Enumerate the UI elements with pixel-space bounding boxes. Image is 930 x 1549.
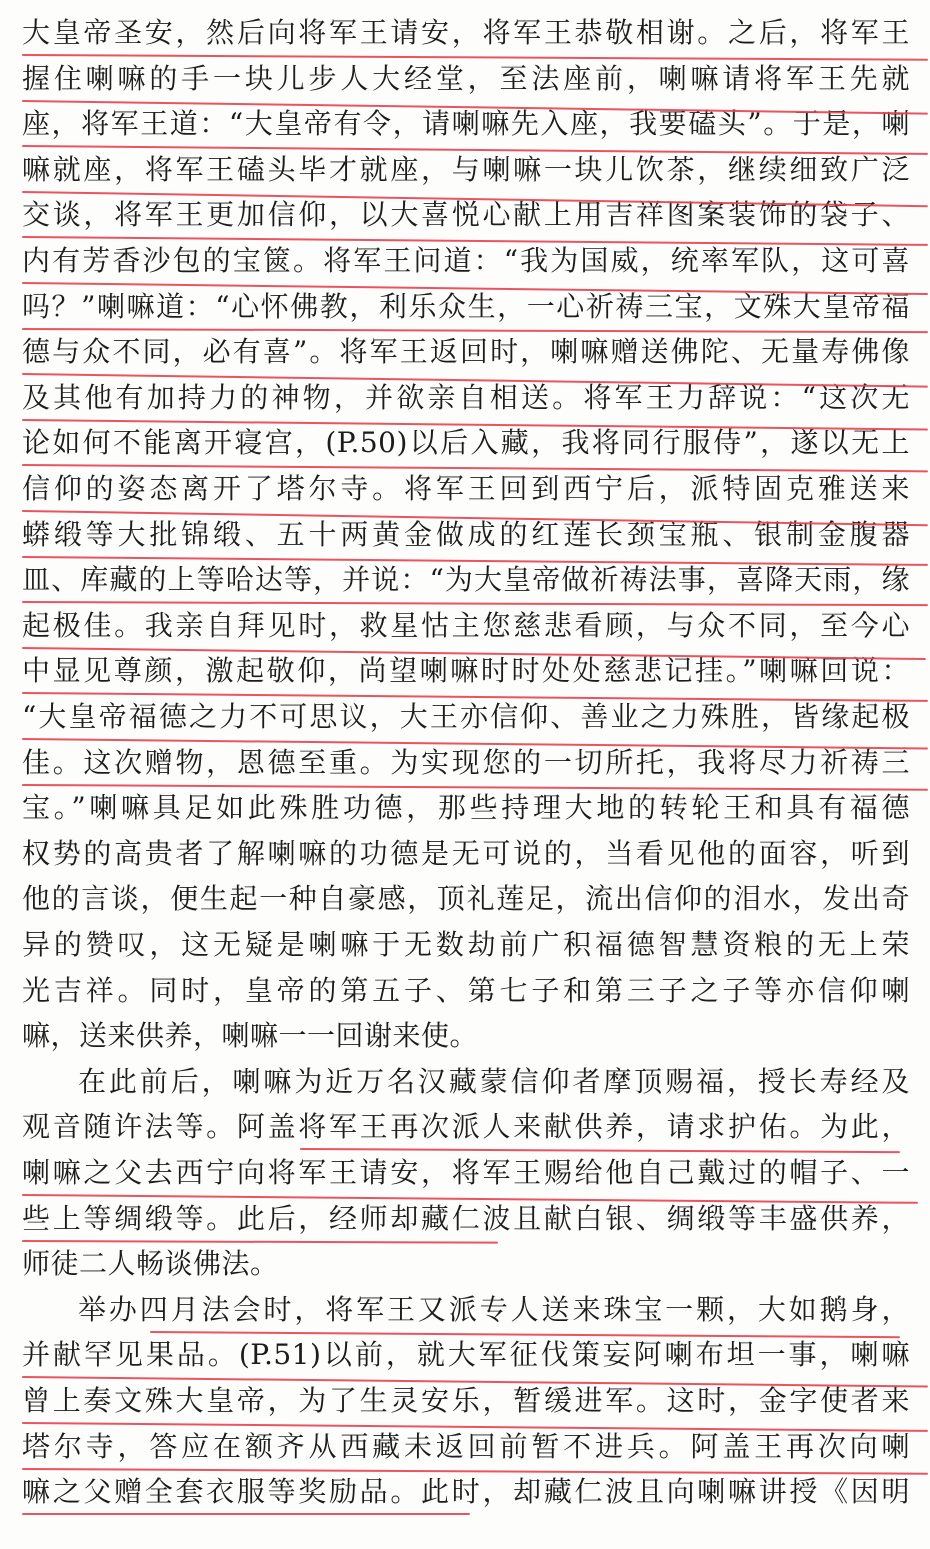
text-line: 及其他有加持力的神物，并欲亲自相送。将军王力辞说：“这次无 [22, 380, 910, 414]
text-line: 佳。这次赠物，恩德至重。为实现您的一切所托，我将尽力祈祷三 [22, 745, 910, 779]
text-line: 宝。”喇嘛具足如此殊胜功德，那些持理大地的转轮王和具有福德 [22, 791, 910, 825]
text-line: 权势的高贵者了解喇嘛的功德是无可说的，当看见他的面容，听到 [22, 836, 910, 870]
text-line: 光吉祥。同时，皇帝的第五子、第七子和第三子之子等亦信仰喇 [22, 973, 910, 1007]
text-line: 握住喇嘛的手一块儿步人大经堂，至法座前，喇嘛请将军王先就 [22, 61, 910, 95]
text-line: 在此前后，喇嘛为近万名汉藏蒙信仰者摩顶赐福，授长寿经及 [78, 1064, 910, 1098]
text-line: 信仰的姿态离开了塔尔寺。将军王回到西宁后，派特固克雅送来 [22, 472, 910, 505]
text-line: 交谈，将军王更加信仰，以大喜悦心献上用吉祥图案装饰的袋子、 [22, 198, 910, 232]
text-line: 蟒缎等大批锦缎、五十两黄金做成的红莲长颈宝瓶、银制金腹器 [22, 517, 910, 551]
text-line: 并献罕见果品。(P.51)以前，就大军征伐策妄阿喇布坦一事，喇嘛 [22, 1338, 910, 1372]
text-line: 嘛就座，将军王磕头毕才就座，与喇嘛一块儿饮茶，继续细致广泛 [22, 152, 910, 186]
text-line: 异的赞叹，这无疑是喇嘛于无数劫前广积福德智慧资粮的无上荣 [22, 928, 910, 961]
text-line: 塔尔寺，答应在额齐从西藏未返回前暂不进兵。阿盖王再次向喇 [22, 1429, 910, 1463]
text-line: 曾上奏文殊大皇帝，为了生灵安乐，暂缓进军。这时，金字使者来 [22, 1384, 910, 1417]
text-line: 吗？”喇嘛道：“心怀佛教，利乐众生，一心祈祷三宝，文殊大皇帝福 [22, 289, 910, 323]
text-line: 座，将军王道：“大皇帝有令，请喇嘛先入座，我要磕头”。于是，喇 [22, 107, 910, 141]
text-line: 些上等绸缎等。此后，经师却藏仁波且献白银、绸缎等丰盛供养， [22, 1201, 910, 1235]
red-underline [22, 1513, 470, 1515]
text-line: 论如何不能离开寝宫，(P.50)以后入藏，我将同行服侍”，遂以无上 [22, 426, 910, 460]
text-line: 师徒二人畅谈佛法。 [22, 1247, 279, 1281]
text-line: 嘛，送来供养，喇嘛一一回谢来使。 [22, 1019, 479, 1053]
text-line: 内有芳香沙包的宝篋。将军王问道：“我为国威，统率军队，这可喜 [22, 244, 910, 277]
text-line: 他的言谈，便生起一种自豪感，顶礼莲足，流出信仰的泪水，发出奇 [22, 882, 910, 916]
text-line: 大皇帝圣安，然后向将军王请安，将军王恭敬相谢。之后，将军王 [22, 16, 910, 49]
text-line: “大皇帝福德之力不可思议，大王亦信仰、善业之力殊胜，皆缘起极 [22, 700, 910, 733]
text-line: 嘛之父赠全套衣服等奖励品。此时，却藏仁波且向喇嘛讲授《因明 [22, 1475, 910, 1509]
text-line: 中显见尊颜，激起敬仰，尚望喇嘛时时处处慈悲记挂。”喇嘛回说： [22, 654, 910, 688]
text-line: 举办四月法会时，将军王又派专人送来珠宝一颗，大如鹅身， [78, 1292, 910, 1326]
text-line: 观音随许法等。阿盖将军王再次派人来献供养，请求护佑。为此， [22, 1110, 910, 1144]
text-line: 德与众不同，必有喜”。将军王返回时，喇嘛赠送佛陀、无量寿佛像 [22, 335, 910, 369]
text-line: 喇嘛之父去西宁向将军王请安，将军王赐给他自己戴过的帽子、一 [22, 1156, 910, 1189]
text-line: 皿、库藏的上等哈达等，并说：“为大皇帝做祈祷法事，喜降天雨，缘 [22, 563, 910, 597]
text-line: 起极佳。我亲自拜见时，救星怙主您慈悲看顾，与众不同，至今心 [22, 608, 910, 642]
